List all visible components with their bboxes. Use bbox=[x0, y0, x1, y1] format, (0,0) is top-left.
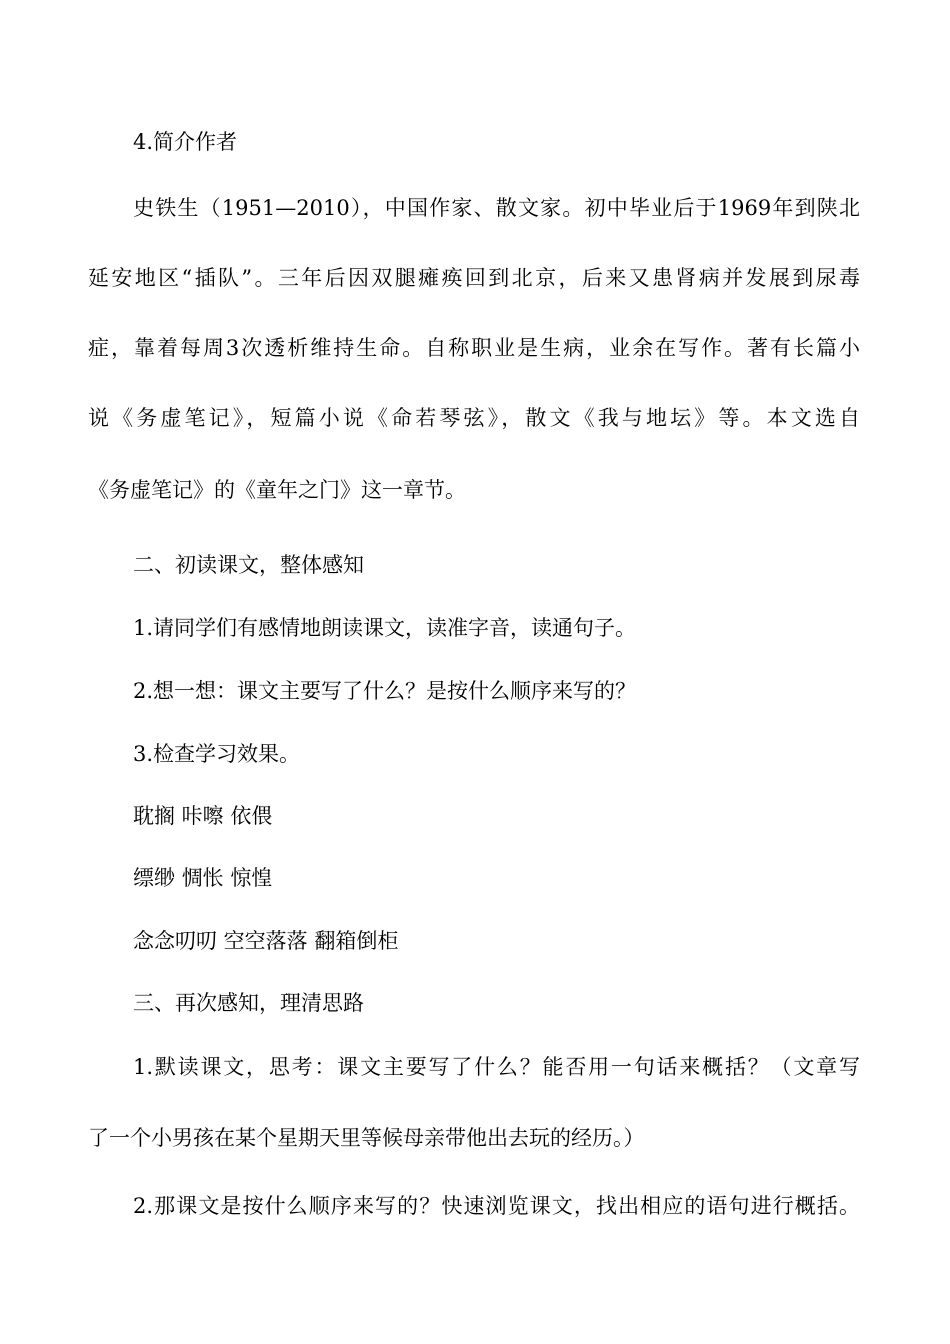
vocabulary-row: 耽搁 咔嚓 依偎 bbox=[133, 804, 273, 828]
list-item: 2.那课文是按什么顺序来写的？快速浏览课文，找出相应的语句进行概括。 bbox=[133, 1194, 860, 1218]
list-item: 1.请同学们有感情地朗读课文，读准字音，读通句子。 bbox=[133, 616, 637, 640]
vocabulary-row: 缥缈 惆怅 惊惶 bbox=[133, 866, 273, 890]
list-item: 2.想一想：课文主要写了什么？是按什么顺序来写的？ bbox=[133, 679, 637, 703]
section-heading: 二、初读课文，整体感知 bbox=[133, 553, 364, 577]
paragraph-line: 了一个小男孩在某个星期天里等候母亲带他出去玩的经历。） bbox=[88, 1126, 645, 1150]
paragraph-line: 延安地区“插队”。三年后因双腿瘫痪回到北京，后来又患肾病并发展到尿毒 bbox=[88, 266, 860, 290]
list-item: 3.检查学习效果。 bbox=[133, 742, 301, 766]
vocabulary-row: 念念叨叨 空空落落 翻箱倒柜 bbox=[133, 929, 399, 953]
paragraph-line: 史铁生（1951—2010），中国作家、散文家。初中毕业后于1969年到陕北 bbox=[133, 196, 860, 220]
heading-author-intro: 4.简介作者 bbox=[133, 130, 238, 154]
list-item: 1.默读课文，思考：课文主要写了什么？能否用一句话来概括？（文章写 bbox=[133, 1055, 860, 1079]
paragraph-line: 《务虚笔记》的《童年之门》这一章节。 bbox=[88, 478, 466, 502]
section-heading: 三、再次感知，理清思路 bbox=[133, 991, 364, 1015]
paragraph-line: 说《务虚笔记》，短篇小说《命若琴弦》，散文《我与地坛》等。本文选自 bbox=[88, 406, 860, 430]
paragraph-line: 症，靠着每周3次透析维持生命。自称职业是生病，业余在写作。著有长篇小 bbox=[88, 336, 860, 360]
